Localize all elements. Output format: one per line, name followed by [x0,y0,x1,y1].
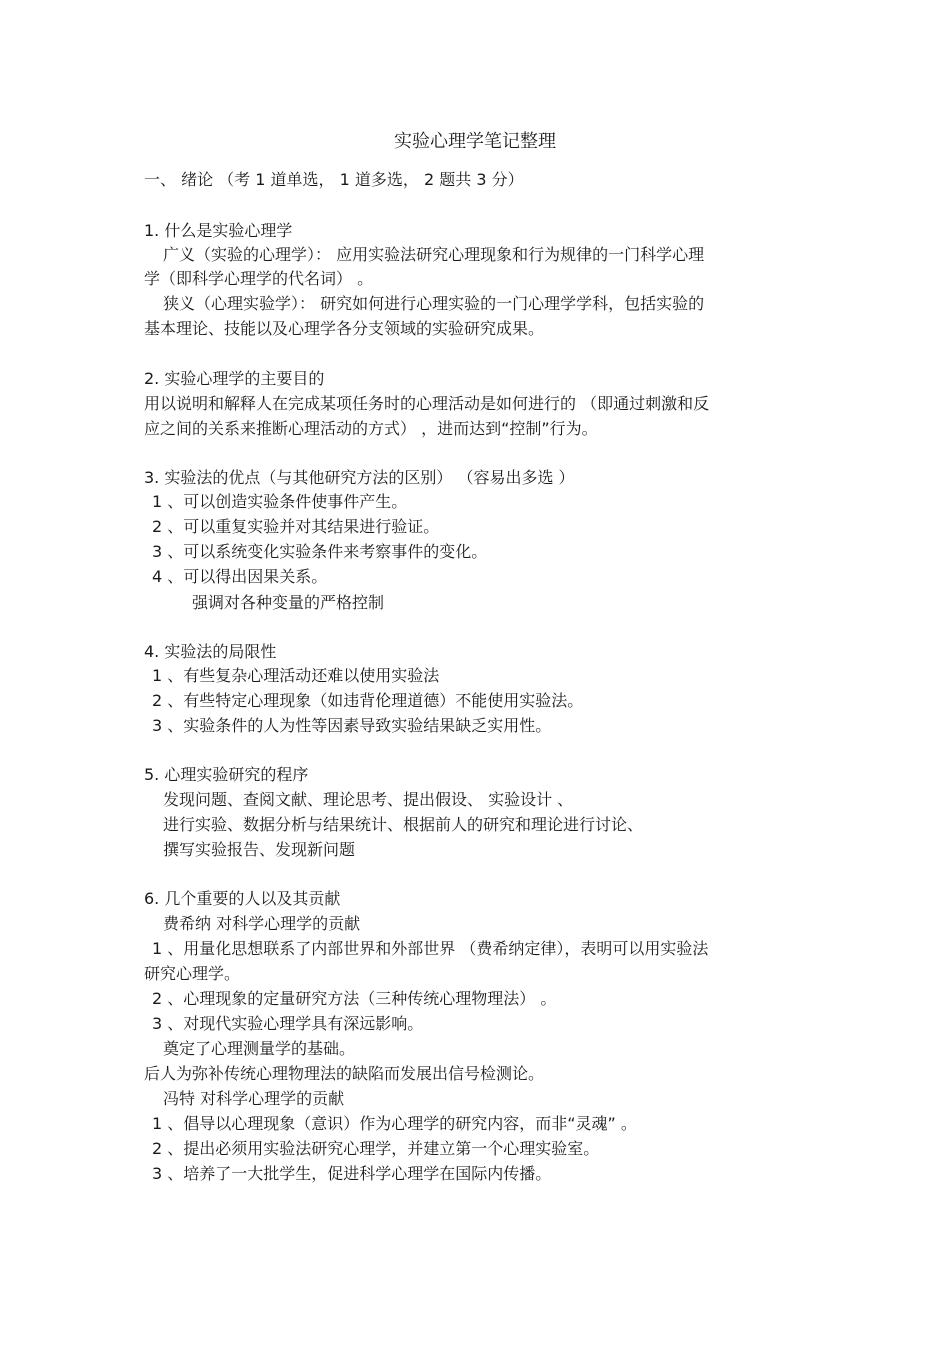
section-6-heading: 6. 几个重要的人以及其贡献 [144,889,341,908]
wundt-item-3: 3 、培养了一大批学生，促进科学心理学在国际内传播。 [152,1164,552,1183]
document-title: 实验心理学笔记整理 [394,131,556,152]
section-5-heading: 5. 心理实验研究的程序 [144,765,309,784]
section-2-line-1: 用以说明和解释人在完成某项任务时的心理活动是如何进行的 （即通过刺激和反 [144,394,710,413]
chapter-heading: 一、 绪论 （考 1 道单选， 1 道多选， 2 题共 3 分） [144,170,524,189]
section-1-heading: 1. 什么是实验心理学 [144,221,293,240]
section-4-item-3: 3 、实验条件的人为性等因素导致实验结果缺乏实用性。 [152,716,552,735]
fechner-item-5: 后人为弥补传统心理物理法的缺陷而发展出信号检测论。 [144,1064,545,1083]
section-5-line-2: 进行实验、数据分析与结果统计、根据前人的研究和理论进行讨论、 [163,815,644,834]
wundt-item-2: 2 、提出必须用实验法研究心理学，并建立第一个心理实验室。 [152,1139,600,1158]
section-3-item-3: 3 、可以系统变化实验条件来考察事件的变化。 [152,542,488,561]
fechner-item-1b: 研究心理学。 [144,964,241,983]
fechner-item-4: 奠定了心理测量学的基础。 [163,1039,356,1058]
section-3-heading: 3. 实验法的优点（与其他研究方法的区别） （容易出多选 ） [144,468,575,487]
section-2-heading: 2. 实验心理学的主要目的 [144,369,325,388]
section-3-item-4: 4 、可以得出因果关系。 [152,567,328,586]
fechner-item-1a: 1 、用量化思想联系了内部世界和外部世界 （费希纳定律），表明可以用实验法 [152,939,709,958]
section-4-item-1: 1 、有些复杂心理活动还难以使用实验法 [152,666,440,685]
section-1-line-3: 狭义（心理实验学）： 研究如何进行心理实验的一门心理学学科，包括实验的 [163,294,705,313]
section-3-note: 强调对各种变量的严格控制 [192,593,385,612]
fechner-item-3: 3 、对现代实验心理学具有深远影响。 [152,1014,424,1033]
section-2-line-2: 应之间的关系来推断心理活动的方式） ，进而达到“控制”行为。 [144,419,598,438]
section-4-heading: 4. 实验法的局限性 [144,642,277,661]
wundt-heading: 冯特 对科学心理学的贡献 [163,1089,345,1108]
fechner-heading: 费希纳 对科学心理学的贡献 [163,914,361,933]
fechner-item-2: 2 、心理现象的定量研究方法（三种传统心理物理法） 。 [152,989,557,1008]
section-5-line-1: 发现问题、查阅文献、理论思考、提出假设、 实验设计 、 [163,790,574,809]
section-4-item-2: 2 、有些特定心理现象（如违背伦理道德）不能使用实验法。 [152,691,584,710]
section-3-item-1: 1 、可以创造实验条件使事件产生。 [152,492,408,511]
section-1-line-1: 广义（实验的心理学）： 应用实验法研究心理现象和行为规律的一门科学心理 [163,245,705,264]
section-1-line-2: 学（即科学心理学的代名词） 。 [144,269,374,288]
wundt-item-1: 1 、倡导以心理现象（意识）作为心理学的研究内容，而非“灵魂” 。 [152,1114,637,1133]
section-3-item-2: 2 、可以重复实验并对其结果进行验证。 [152,517,440,536]
section-1-line-4: 基本理论、技能以及心理学各分支领域的实验研究成果。 [144,319,545,338]
section-5-line-3: 撰写实验报告、发现新问题 [163,840,356,859]
